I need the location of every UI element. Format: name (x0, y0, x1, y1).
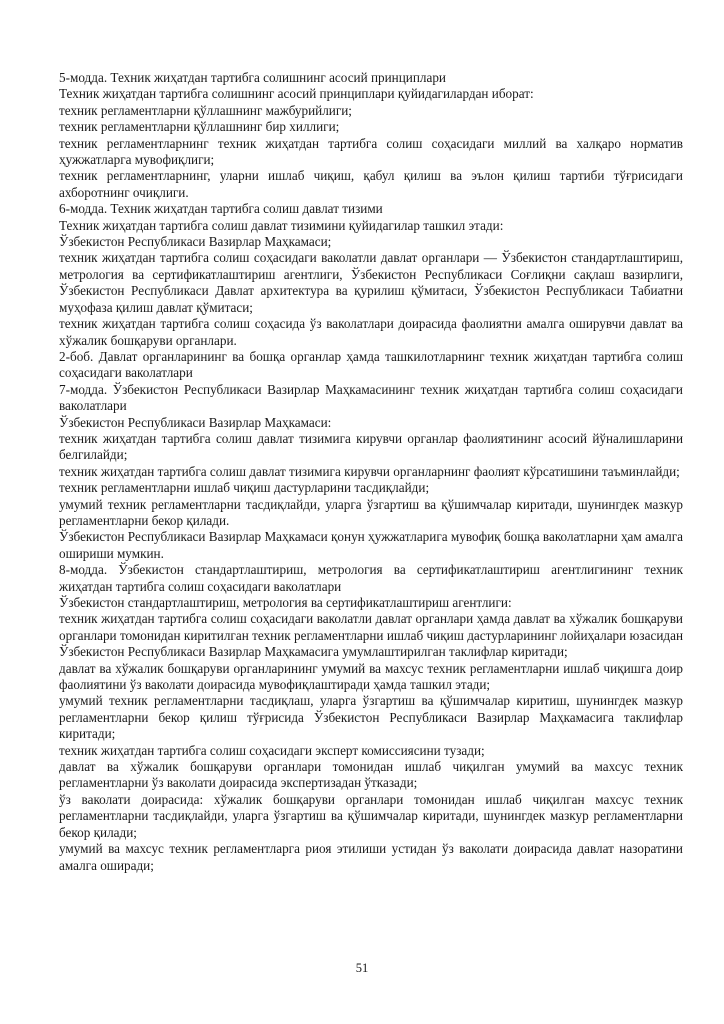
paragraph: Техник жиҳатдан тартибга солиш давлат тизимини қуйидагилар ташкил этади: (59, 217, 504, 233)
paragraph: техник жиҳатдан тартибга солиш соҳасида ўз ваколатлари доирасида фаолиятни амалга оширувчи давлат ва хўжалик бошқаруви органлари. (59, 316, 683, 348)
paragraph: Ўзбекистон Республикаси Вазирлар Маҳкамаси: (59, 414, 332, 430)
paragraph: Техник жиҳатдан тартибга солишнинг асосий принциплари қуйидагилардан иборат: (59, 86, 534, 102)
paragraph: давлат ва хўжалик бошқаруви органларининг умумий ва махсус техник регламентларни ишлаб чиқишга доир фаолиятини ўз ваколати доирасида мувофиқлаштиради ҳамда ташкил этади; (59, 660, 683, 693)
paragraph: ўз ваколати доирасида: хўжалик бошқаруви органлари томонидан ишлаб чиқилган махсус техник регламентларни тасдиқлайди, уларга ўзгартиш ва қўшимчалар киритади, шунингдек мазкур регламентларни бекор қилади; (59, 791, 683, 840)
document-body (59, 70, 683, 874)
paragraph: техник жиҳатдан тартибга солиш соҳасидаги эксперт комиссиясини тузади; (59, 742, 485, 758)
paragraph: 2-боб. Давлат органларининг ва бошқа органлар ҳамда ташкилотларнинг техник жиҳатдан тартибга солиш соҳасидаги ваколатлари (59, 348, 683, 381)
paragraph: Ўзбекистон стандартлаштириш, метрология ва сертификатлаштириш агентлиги: (59, 595, 512, 610)
paragraph: техник регламентларни ишлаб чиқиш дастурларини тасдиқлайди; (59, 480, 430, 496)
paragraph: Ўзбекистон Республикаси Вазирлар Маҳкамаси; (59, 234, 332, 250)
paragraph: техник жиҳатдан тартибга солиш давлат тизимига кирувчи органлар фаолиятининг асосий йўналишларини белгилайди; (59, 430, 683, 463)
page-number: 51 (355, 961, 369, 975)
paragraph: 5-модда. Техник жиҳатдан тартибга солишнинг асосий принциплари (59, 70, 446, 85)
paragraph: техник жиҳатдан тартибга солиш давлат тизимига кирувчи органларнинг фаолият кўрсатишини таъминлайди; (59, 463, 680, 479)
paragraph: 6-модда. Техник жиҳатдан тартибга солиш давлат тизими (59, 201, 383, 217)
paragraph: техник регламентларнинг, уларни ишлаб чиқиш, қабул қилиш ва эълон қилиш тартиби тўғрисидаги ахборотнинг очиқлиги. (59, 168, 683, 200)
paragraph: умумий техник регламентларни тасдиқлайди, уларга ўзгартиш ва қўшимчалар киритади, шунингдек мазкур регламентларни бекор қилади. (59, 496, 683, 528)
paragraph: техник жиҳатдан тартибга солиш соҳасидаги ваколатли давлат органлари ҳамда давлат ва хўжалик бошқаруви органлари томонидан киритилган техник регламентларни ишлаб чиқиш дастурларининг лойиҳалари юзасидан Ўзбекистон Республикаси Вазирлар Маҳкамасига умумлаштирилган таклифлар киритади; (59, 611, 683, 660)
paragraph: 8-модда. Ўзбекистон стандартлаштириш, метрология ва сертификатлаштириш агентлигининг техник жиҳатдан тартибга солиш соҳасидаги ваколатлари (59, 562, 683, 594)
paragraph: техник регламентларнинг техник жиҳатдан тартибга солиш соҳасидаги миллий ва халқаро норматив ҳужжатларга мувофиқлиги; (59, 135, 683, 168)
paragraph: умумий ва махсус техник регламентларга риоя этилиши устидан ўз ваколати доирасида давлат назоратини амалга оширади; (59, 841, 683, 873)
paragraph: умумий техник регламентларни тасдиқлаш, уларга ўзгартиш ва қўшимчалар киритиш, шунингдек мазкур регламентларни бекор қилиш тўғрисида Ўзбекистон Республикаси Вазирлар Маҳкамасига таклифлар киритади; (59, 693, 683, 742)
paragraph: техник регламентларни қўллашнинг мажбурийлиги; (59, 102, 352, 118)
paragraph: Ўзбекистон Республикаси Вазирлар Маҳкамаси қонун ҳужжатларига мувофиқ бошқа ваколатларни ҳам амалга ошириши мумкин. (59, 529, 683, 561)
paragraph: техник регламентларни қўллашнинг бир хиллиги; (59, 119, 340, 135)
paragraph: 7-модда. Ўзбекистон Республикаси Вазирлар Маҳкамасининг техник жиҳатдан тартибга солиш соҳасидаги ваколатлари (59, 381, 683, 414)
paragraph: давлат ва хўжалик бошқаруви органлари томонидан ишлаб чиқилган умумий ва махсус техник регламентларни ўз ваколати доирасида экспертизадан ўтказади; (59, 759, 683, 791)
paragraph: техник жиҳатдан тартибга солиш соҳасидаги ваколатли давлат органлари — Ўзбекистон стандартлаштириш, метрология ва сертификатлаштириш агентлиги, Ўзбекистон Республикаси Соғлиқни сақлаш вазирлиги, Ўзбекистон Республикаси Давлат архитектура ва қурилиш қўмитаси, Ўзбекистон Республикаси Табиатни муҳофаза қилиш давлат қўмитаси; (59, 250, 683, 315)
